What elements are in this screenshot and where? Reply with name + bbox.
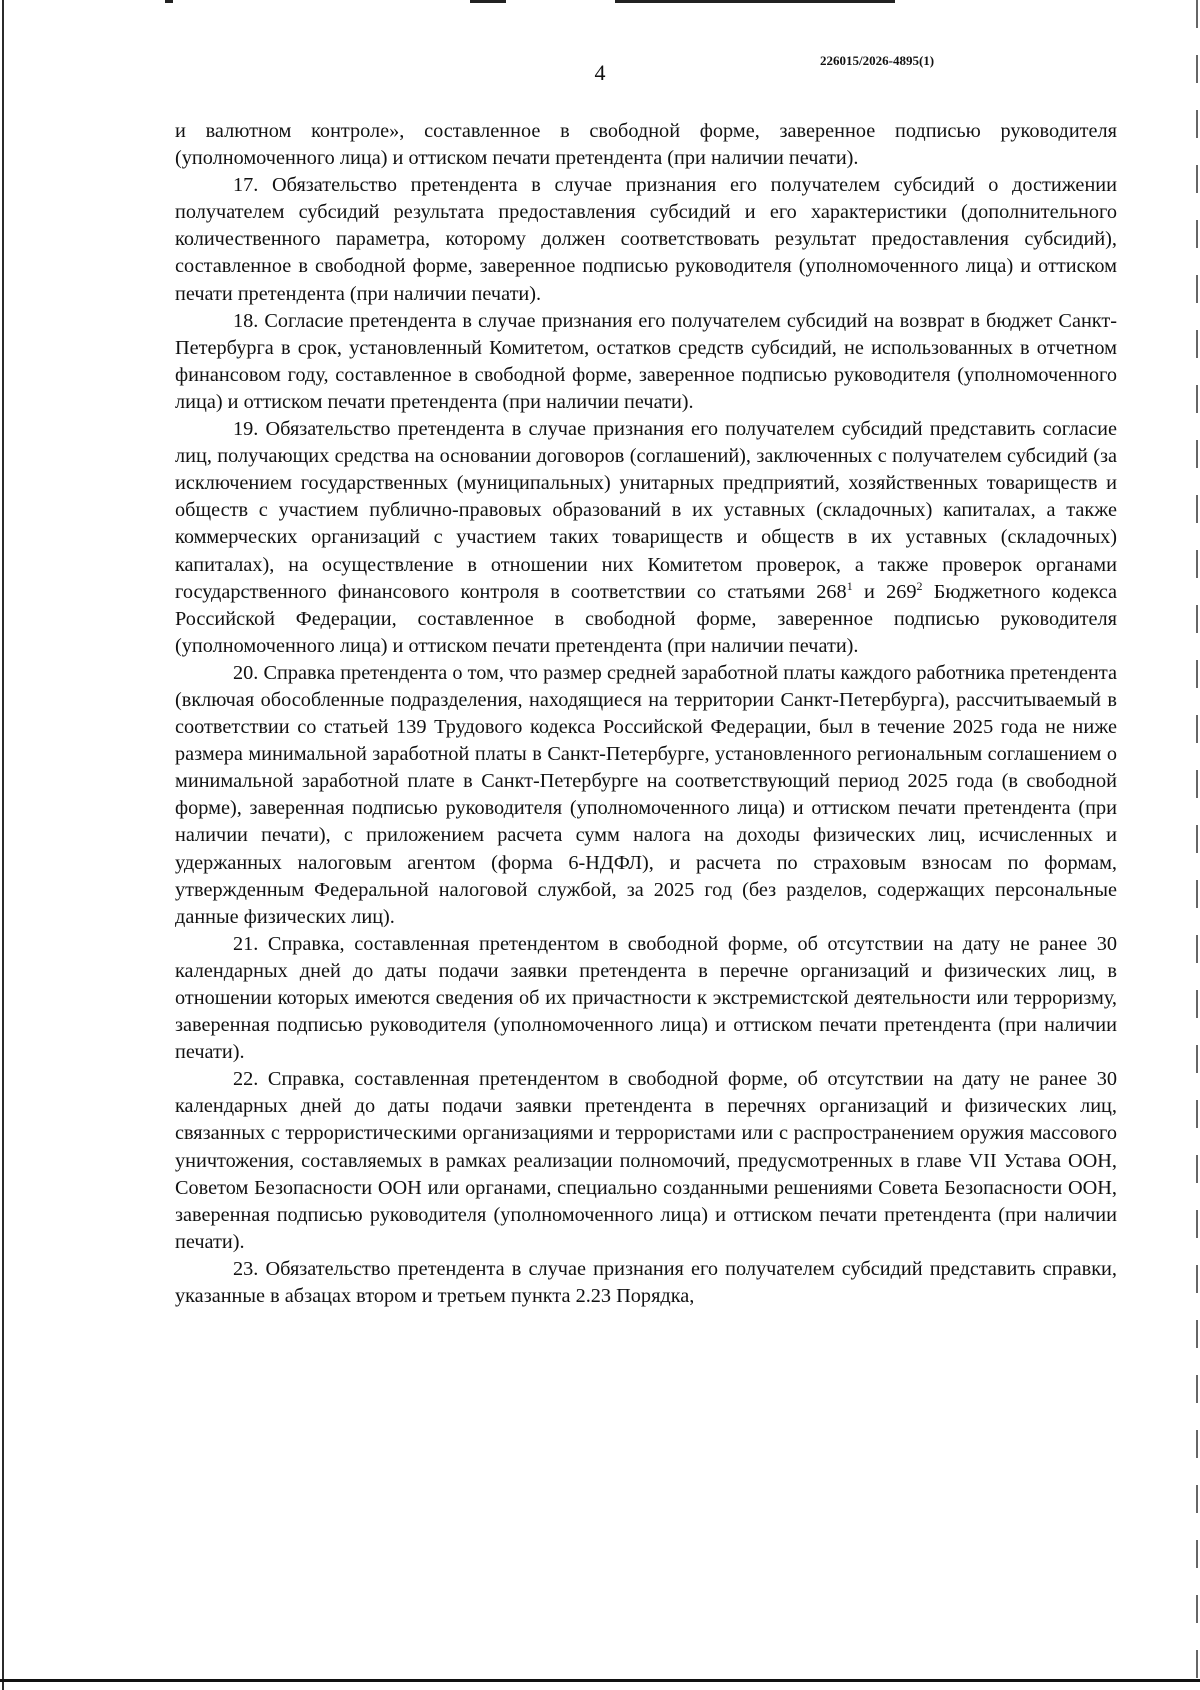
scan-mark-top <box>165 0 173 3</box>
paragraph-text: Бюджетного кодекса Российской Федерации, составленное в свободной форме, заверенное подписью руководителя (уполномоченного лица) и оттиском печати претендента (при наличии печати). <box>175 580 1117 657</box>
paragraph-item-17: 17. Обязательство претендента в случае признания его получателем субсидий о достижении получателем субсидий результата предоставления субсидий и его характеристики (дополнительного количественного параметра, которому должен соответствовать результат предоставления субсидий), составленное в свободной форме, заверенное подписью руководителя (уполномоченного лица) и оттиском печати претендента (при наличии печати). <box>175 174 1117 305</box>
scan-edge-bottom <box>0 1679 1200 1682</box>
paragraph-item-22: 22. Справка, составленная претендентом в свободной форме, об отсутствии на дату не ранее 30 календарных дней до даты подачи заявки претендента в перечнях организаций и физических лиц, связанных с террористическими организациями и террористами или с распространением оружия массового уничтожения, составляемых в рамках реализации полномочий, предусмотренных в главе VII Устава ООН, Советом Безопасности ООН или органами, специально созданными решениями Совета Безопасности ООН, заверенная подписью руководителя (уполномоченного лица) и оттиском печати претендента (при наличии печати). <box>175 1068 1117 1253</box>
paragraph-continuation: и валютном контроле», составленное в свободной форме, заверенное подписью руководителя (уполномоченного лица) и оттиском печати претендента (при наличии печати). <box>175 120 1117 170</box>
scan-mark-top <box>615 0 895 3</box>
superscript: 2 <box>916 578 923 593</box>
scan-edge-right <box>1196 0 1198 1690</box>
paragraph-text: и 269 <box>852 580 917 603</box>
document-body <box>175 118 1117 1310</box>
scan-edge-left <box>2 0 4 1690</box>
document-code: 226015/2026-4895(1) <box>820 53 935 68</box>
paragraph-item-20: 20. Справка претендента о том, что размер средней заработной платы каждого работника претендента (включая обособленные подразделения, находящиеся на территории Санкт-Петербурга), рассчитываемый в соответствии со статьей 139 Трудового кодекса Российской Федерации, был в течение 2025 года не ниже размера минимальной заработной платы в Санкт-Петербурге, установленного региональным соглашением о минимальной заработной плате в Санкт-Петербурге на соответствующий период 2025 года (в свободной форме), заверенная подписью руководителя (уполномоченного лица) и оттиском печати претендента (при наличии печати), с приложением расчета сумм налога на доходы физических лиц, исчисленных и удержанных налоговым агентом (форма 6-НДФЛ), и расчета по страховым взносам по формам, утвержденным Федеральной налоговой службой, за 2025 год (без разделов, содержащих персональные данные физических лиц). <box>175 661 1117 928</box>
paragraph-item-18: 18. Согласие претендента в случае признания его получателем субсидий на возврат в бюджет Санкт-Петербурга в срок, установленный Комитетом, остатков средств субсидий, не использованных в отчетном финансовом году, составленное в свободной форме, заверенное подписью руководителя (уполномоченного лица) и оттиском печати претендента (при наличии печати). <box>175 309 1117 413</box>
paragraph-text: 19. Обязательство претендента в случае признания его получателем субсидий представить согласие лиц, получающих средства на основании договоров (соглашений), заключенных с получателем субсидий (за исключением государственных (муниципальных) унитарных предприятий, хозяйственных товариществ и обществ с участием публично-правовых образований в их уставных (складочных) капиталах, а также коммерческих организаций с участием таких товариществ и обществ в их уставных (складочных) капиталах), на осуществление в отношении них Комитетом проверок, а также проверок органами государственного финансового контроля в соответствии со статьями 268 <box>175 418 1117 603</box>
page-number: 4 <box>594 60 606 85</box>
scan-mark-top <box>470 0 506 3</box>
superscript: 1 <box>846 578 853 593</box>
paragraph-item-19 <box>175 416 1117 660</box>
paragraph-item-23: 23. Обязательство претендента в случае признания его получателем субсидий представить справки, указанные в абзацах втором и третьем пункта 2.23 Порядка, <box>175 1257 1117 1308</box>
paragraph-item-21: 21. Справка, составленная претендентом в свободной форме, об отсутствии на дату не ранее 30 календарных дней до даты подачи заявки претендента в перечне организаций и физических лиц, в отношении которых имеются сведения об их причастности к экстремистской деятельности или терроризму, заверенная подписью руководителя (уполномоченного лица) и оттиском печати претендента (при наличии печати). <box>175 932 1117 1064</box>
